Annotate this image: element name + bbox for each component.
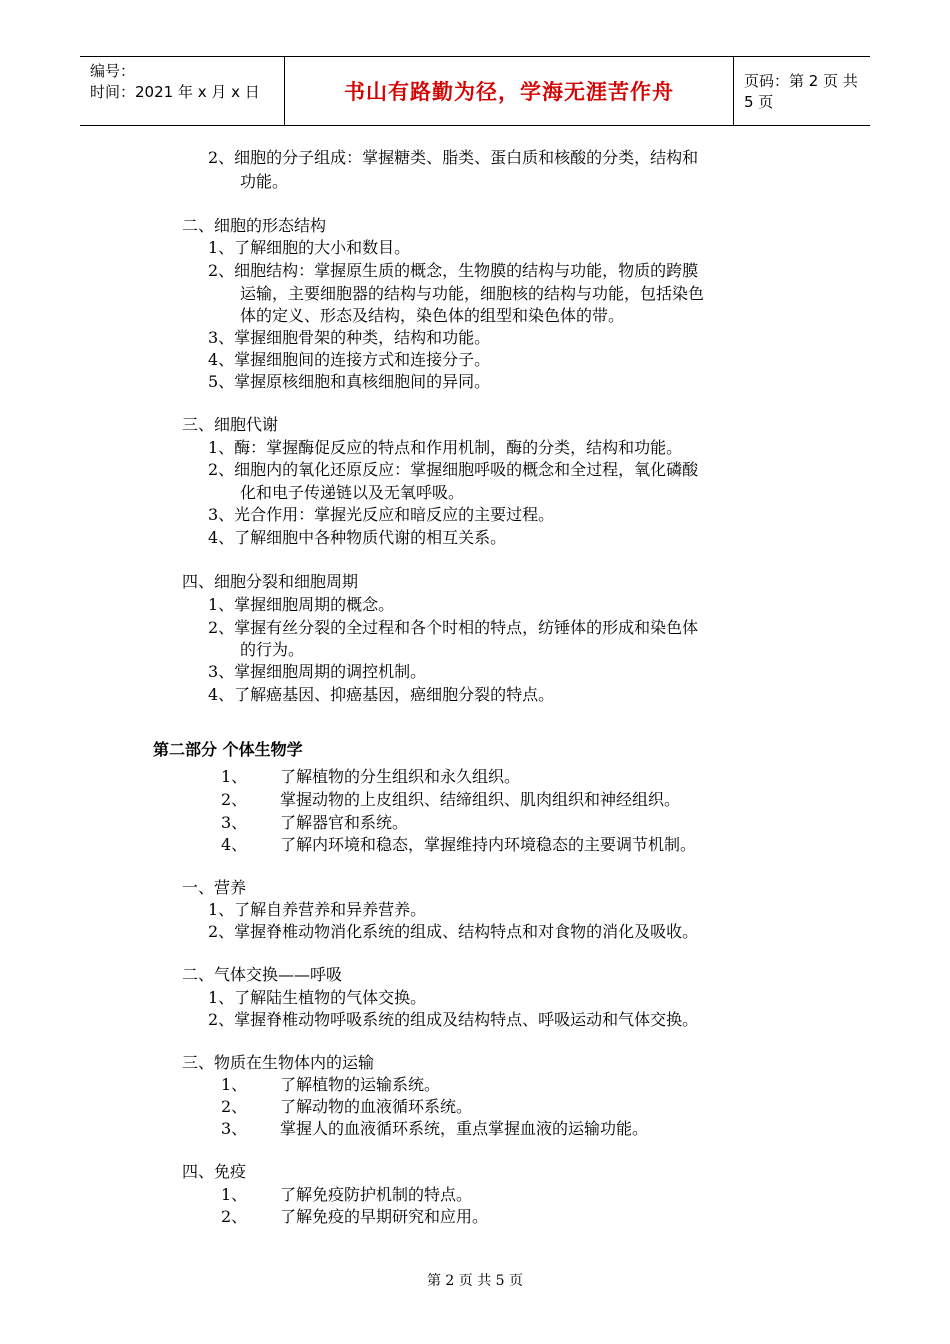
list-item: 3、掌握细胞周期的调控机制。 [208, 662, 427, 681]
list-item: 3、掌握细胞骨架的种类，结构和功能。 [208, 328, 491, 347]
list-item: 4、了解细胞中各种物质代谢的相互关系。 [208, 528, 507, 547]
list-item: 2、细胞的分子组成：掌握糖类、脂类、蛋白质和核酸的分类，结构和 [208, 148, 699, 167]
list-item-continuation: 功能。 [240, 172, 289, 191]
list-item: 了解免疫的早期研究和应用。 [280, 1207, 489, 1226]
list-number: 4、 [221, 835, 248, 854]
section-heading: 四、免疫 [182, 1162, 247, 1181]
section-heading: 三、细胞代谢 [182, 415, 279, 434]
list-item: 了解内环境和稳态，掌握维持内环境稳态的主要调节机制。 [280, 835, 697, 854]
list-number: 2、 [221, 1097, 248, 1116]
page-header [80, 56, 870, 126]
section-heading: 二、细胞的形态结构 [182, 216, 327, 235]
list-item: 了解动物的血液循环系统。 [280, 1097, 473, 1116]
list-item: 1、了解自养营养和异养营养。 [208, 900, 427, 919]
list-number: 1、 [221, 767, 248, 786]
header-meta [80, 57, 284, 125]
list-item: 4、了解癌基因、抑癌基因，癌细胞分裂的特点。 [208, 685, 555, 704]
list-item: 1、了解细胞的大小和数目。 [208, 238, 411, 257]
list-number: 3、 [221, 1119, 248, 1138]
list-number: 2、 [221, 790, 248, 809]
list-number: 1、 [221, 1075, 248, 1094]
list-item: 了解免疫防护机制的特点。 [280, 1185, 473, 1204]
list-item: 了解器官和系统。 [280, 813, 409, 832]
header-motto-cell [284, 57, 734, 125]
list-item: 了解植物的分生组织和永久组织。 [280, 767, 521, 786]
document-date: 时间：2021 年 x 月 x 日 [90, 83, 260, 101]
list-item-continuation: 体的定义、形态及结构，染色体的组型和染色体的带。 [240, 306, 625, 325]
section-heading: 二、气体交换——呼吸 [182, 965, 343, 984]
part-heading: 第二部分 个体生物学 [153, 740, 303, 759]
list-item: 4、掌握细胞间的连接方式和连接分子。 [208, 350, 491, 369]
list-number: 1、 [221, 1185, 248, 1204]
list-item: 掌握动物的上皮组织、结缔组织、肌肉组织和神经组织。 [280, 790, 681, 809]
list-item: 2、掌握脊椎动物呼吸系统的组成及结构特点、呼吸运动和气体交换。 [208, 1010, 699, 1029]
header-page-info: 页码：第 2 页 共 5 页 [744, 72, 858, 111]
section-heading: 三、物质在生物体内的运输 [182, 1053, 375, 1072]
list-item: 1、酶：掌握酶促反应的特点和作用机制，酶的分类，结构和功能。 [208, 438, 683, 457]
section-heading: 一、营养 [182, 878, 247, 897]
list-number: 2、 [221, 1207, 248, 1226]
list-item-continuation: 化和电子传递链以及无氧呼吸。 [240, 483, 465, 502]
section-heading: 四、细胞分裂和细胞周期 [182, 572, 359, 591]
header-motto: 书山有路勤为径，学海无涯苦作舟 [344, 79, 674, 104]
page-footer: 第 2 页 共 5 页 [426, 1273, 524, 1289]
list-item-continuation: 运输，主要细胞器的结构与功能，细胞核的结构与功能，包括染色 [240, 284, 705, 303]
list-item: 5、掌握原核细胞和真核细胞间的异同。 [208, 372, 491, 391]
list-item: 1、了解陆生植物的气体交换。 [208, 988, 427, 1007]
list-item: 2、细胞结构：掌握原生质的概念，生物膜的结构与功能，物质的跨膜 [208, 261, 699, 280]
list-item: 了解植物的运输系统。 [280, 1075, 441, 1094]
list-item: 3、光合作用：掌握光反应和暗反应的主要过程。 [208, 505, 555, 524]
list-item: 掌握人的血液循环系统，重点掌握血液的运输功能。 [280, 1119, 649, 1138]
document-code-label: 编号： [90, 62, 136, 80]
list-item-continuation: 的行为。 [240, 640, 305, 659]
list-item: 2、掌握有丝分裂的全过程和各个时相的特点，纺锤体的形成和染色体 [208, 618, 699, 637]
list-item: 1、掌握细胞周期的概念。 [208, 595, 395, 614]
list-number: 3、 [221, 813, 248, 832]
list-item: 2、掌握脊椎动物消化系统的组成、结构特点和对食物的消化及吸收。 [208, 922, 699, 941]
list-item: 2、细胞内的氧化还原反应：掌握细胞呼吸的概念和全过程，氧化磷酸 [208, 460, 699, 479]
